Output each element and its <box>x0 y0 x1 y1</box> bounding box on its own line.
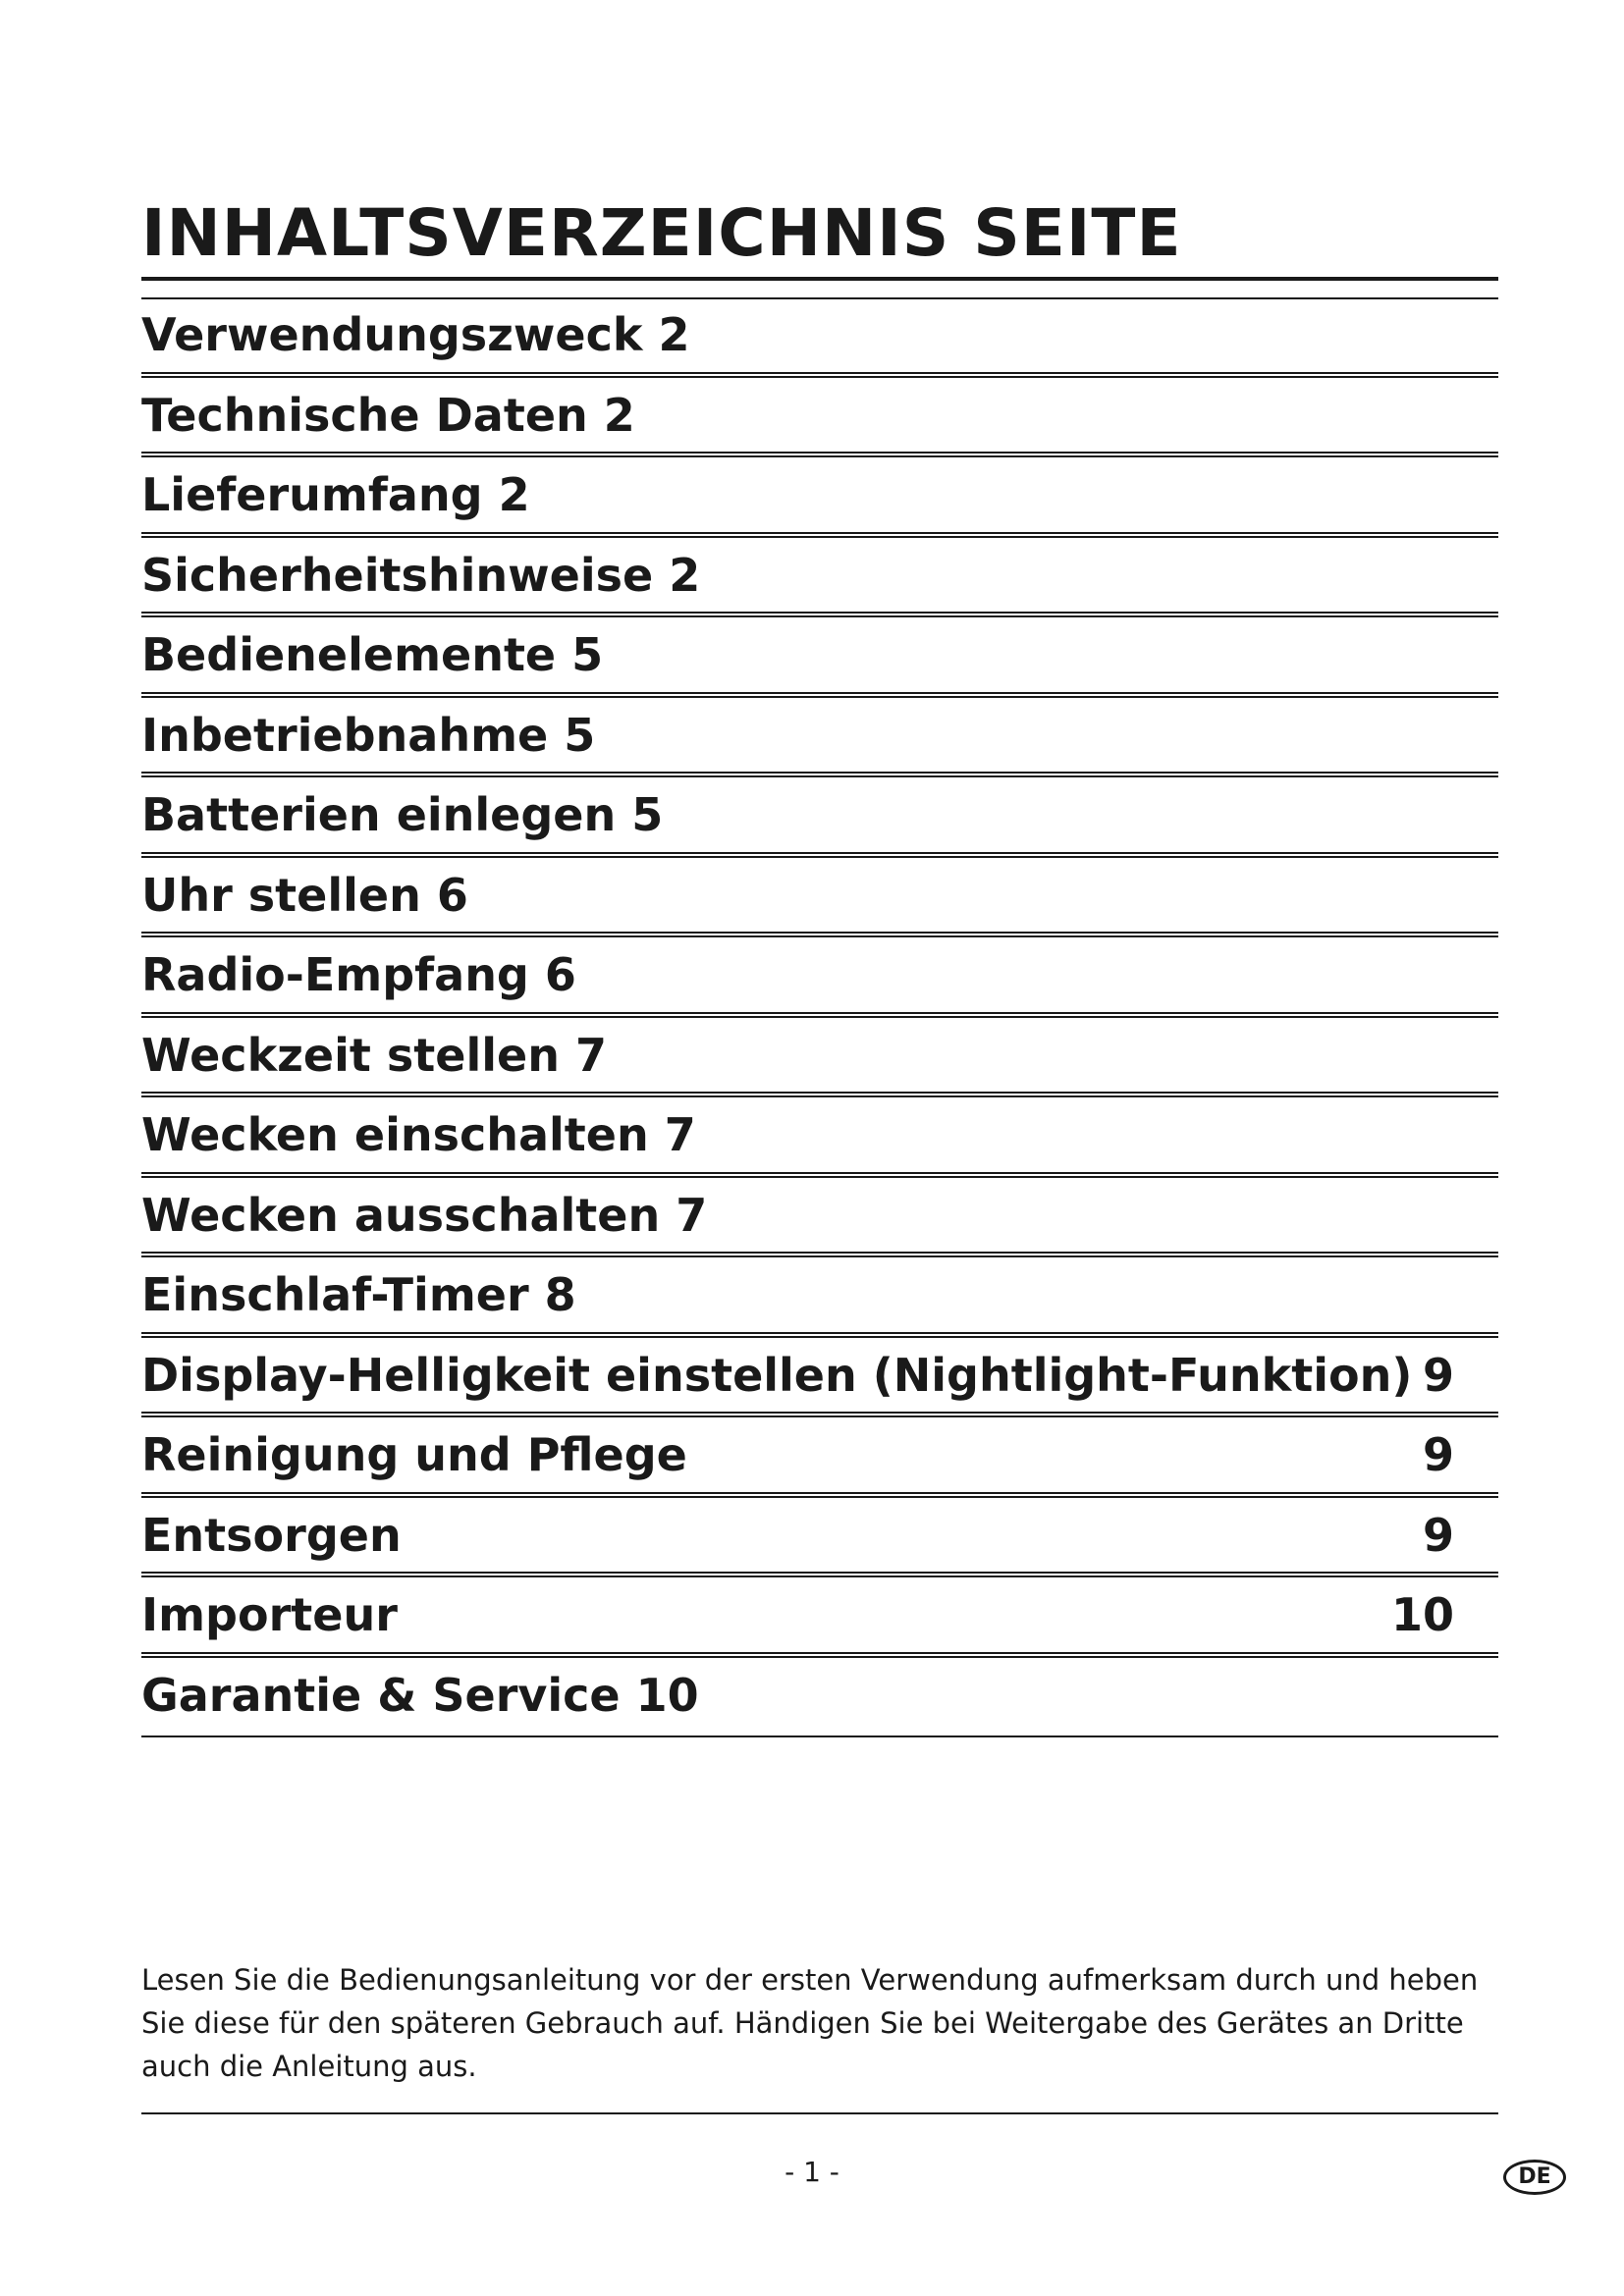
toc-entry-page: 9 <box>1422 1508 1454 1562</box>
toc-entry-title: Reinigung und Pflege <box>141 1428 687 1481</box>
toc-entry-title: Weckzeit stellen 7 <box>141 1028 607 1082</box>
toc-entry <box>141 1500 1498 1580</box>
toc-entry-title: Garantie & Service 10 <box>141 1668 699 1722</box>
toc-entry <box>141 1340 1498 1420</box>
toc-entry-page: 9 <box>1422 1428 1454 1481</box>
toc-entry <box>141 860 1498 940</box>
toc-entry-title: Radio-Empfang 6 <box>141 948 576 1001</box>
title-divider <box>141 277 1498 281</box>
toc-entry <box>141 459 1498 540</box>
toc-entry <box>141 380 1498 460</box>
toc-entry-title: Wecken ausschalten 7 <box>141 1188 708 1242</box>
toc-entry-title: Importeur <box>141 1588 398 1641</box>
language-badge: DE <box>1503 2160 1566 2195</box>
toc-entry <box>141 1419 1498 1500</box>
toc-entry-title: Verwendungszweck 2 <box>141 308 690 361</box>
toc-entry-page: 10 <box>1390 1588 1454 1641</box>
table-of-contents <box>141 299 1498 1739</box>
toc-entry <box>141 1099 1498 1180</box>
toc-entry <box>141 1180 1498 1260</box>
page-title: INHALTSVERZEICHNIS SEITE <box>141 195 1182 271</box>
toc-entry <box>141 779 1498 860</box>
page-number: - 1 - <box>785 2156 839 2188</box>
toc-entry <box>141 1579 1498 1660</box>
toc-entry-title: Bedienelemente 5 <box>141 628 604 681</box>
toc-entry-title: Entsorgen <box>141 1508 402 1562</box>
toc-entry-title: Lieferumfang 2 <box>141 468 530 521</box>
toc-entry <box>141 1259 1498 1340</box>
toc-entry <box>141 540 1498 620</box>
toc-entry <box>141 1020 1498 1100</box>
intro-paragraph: Lesen Sie die Bedienungsanleitung vor der ersten Verwendung aufmerksam durch und heben Sie diese für den späteren Gebrauch auf. Händigen Sie bei Weitergabe des Gerätes an Dritte auch die Anleitung aus. <box>141 1963 1479 2083</box>
toc-entry <box>141 299 1498 380</box>
toc-entry-title: Technische Daten 2 <box>141 388 635 442</box>
toc-entry-title: Batterien einlegen 5 <box>141 788 664 841</box>
toc-entry-title: Wecken einschalten 7 <box>141 1108 696 1161</box>
toc-entry <box>141 1660 1498 1740</box>
footer-divider <box>141 2112 1498 2114</box>
toc-entry-title: Einschlaf-Timer 8 <box>141 1268 576 1321</box>
toc-entry <box>141 619 1498 700</box>
toc-entry-title: Sicherheitshinweise 2 <box>141 548 701 602</box>
toc-entry <box>141 939 1498 1020</box>
toc-entry-title: Uhr stellen 6 <box>141 868 468 922</box>
toc-entry-title: Display-Helligkeit einstellen (Nightlight-Funktion) <box>141 1348 1413 1402</box>
toc-entry-page: 9 <box>1422 1348 1454 1402</box>
toc-entry <box>141 700 1498 780</box>
toc-entry-title: Inbetriebnahme 5 <box>141 708 596 762</box>
